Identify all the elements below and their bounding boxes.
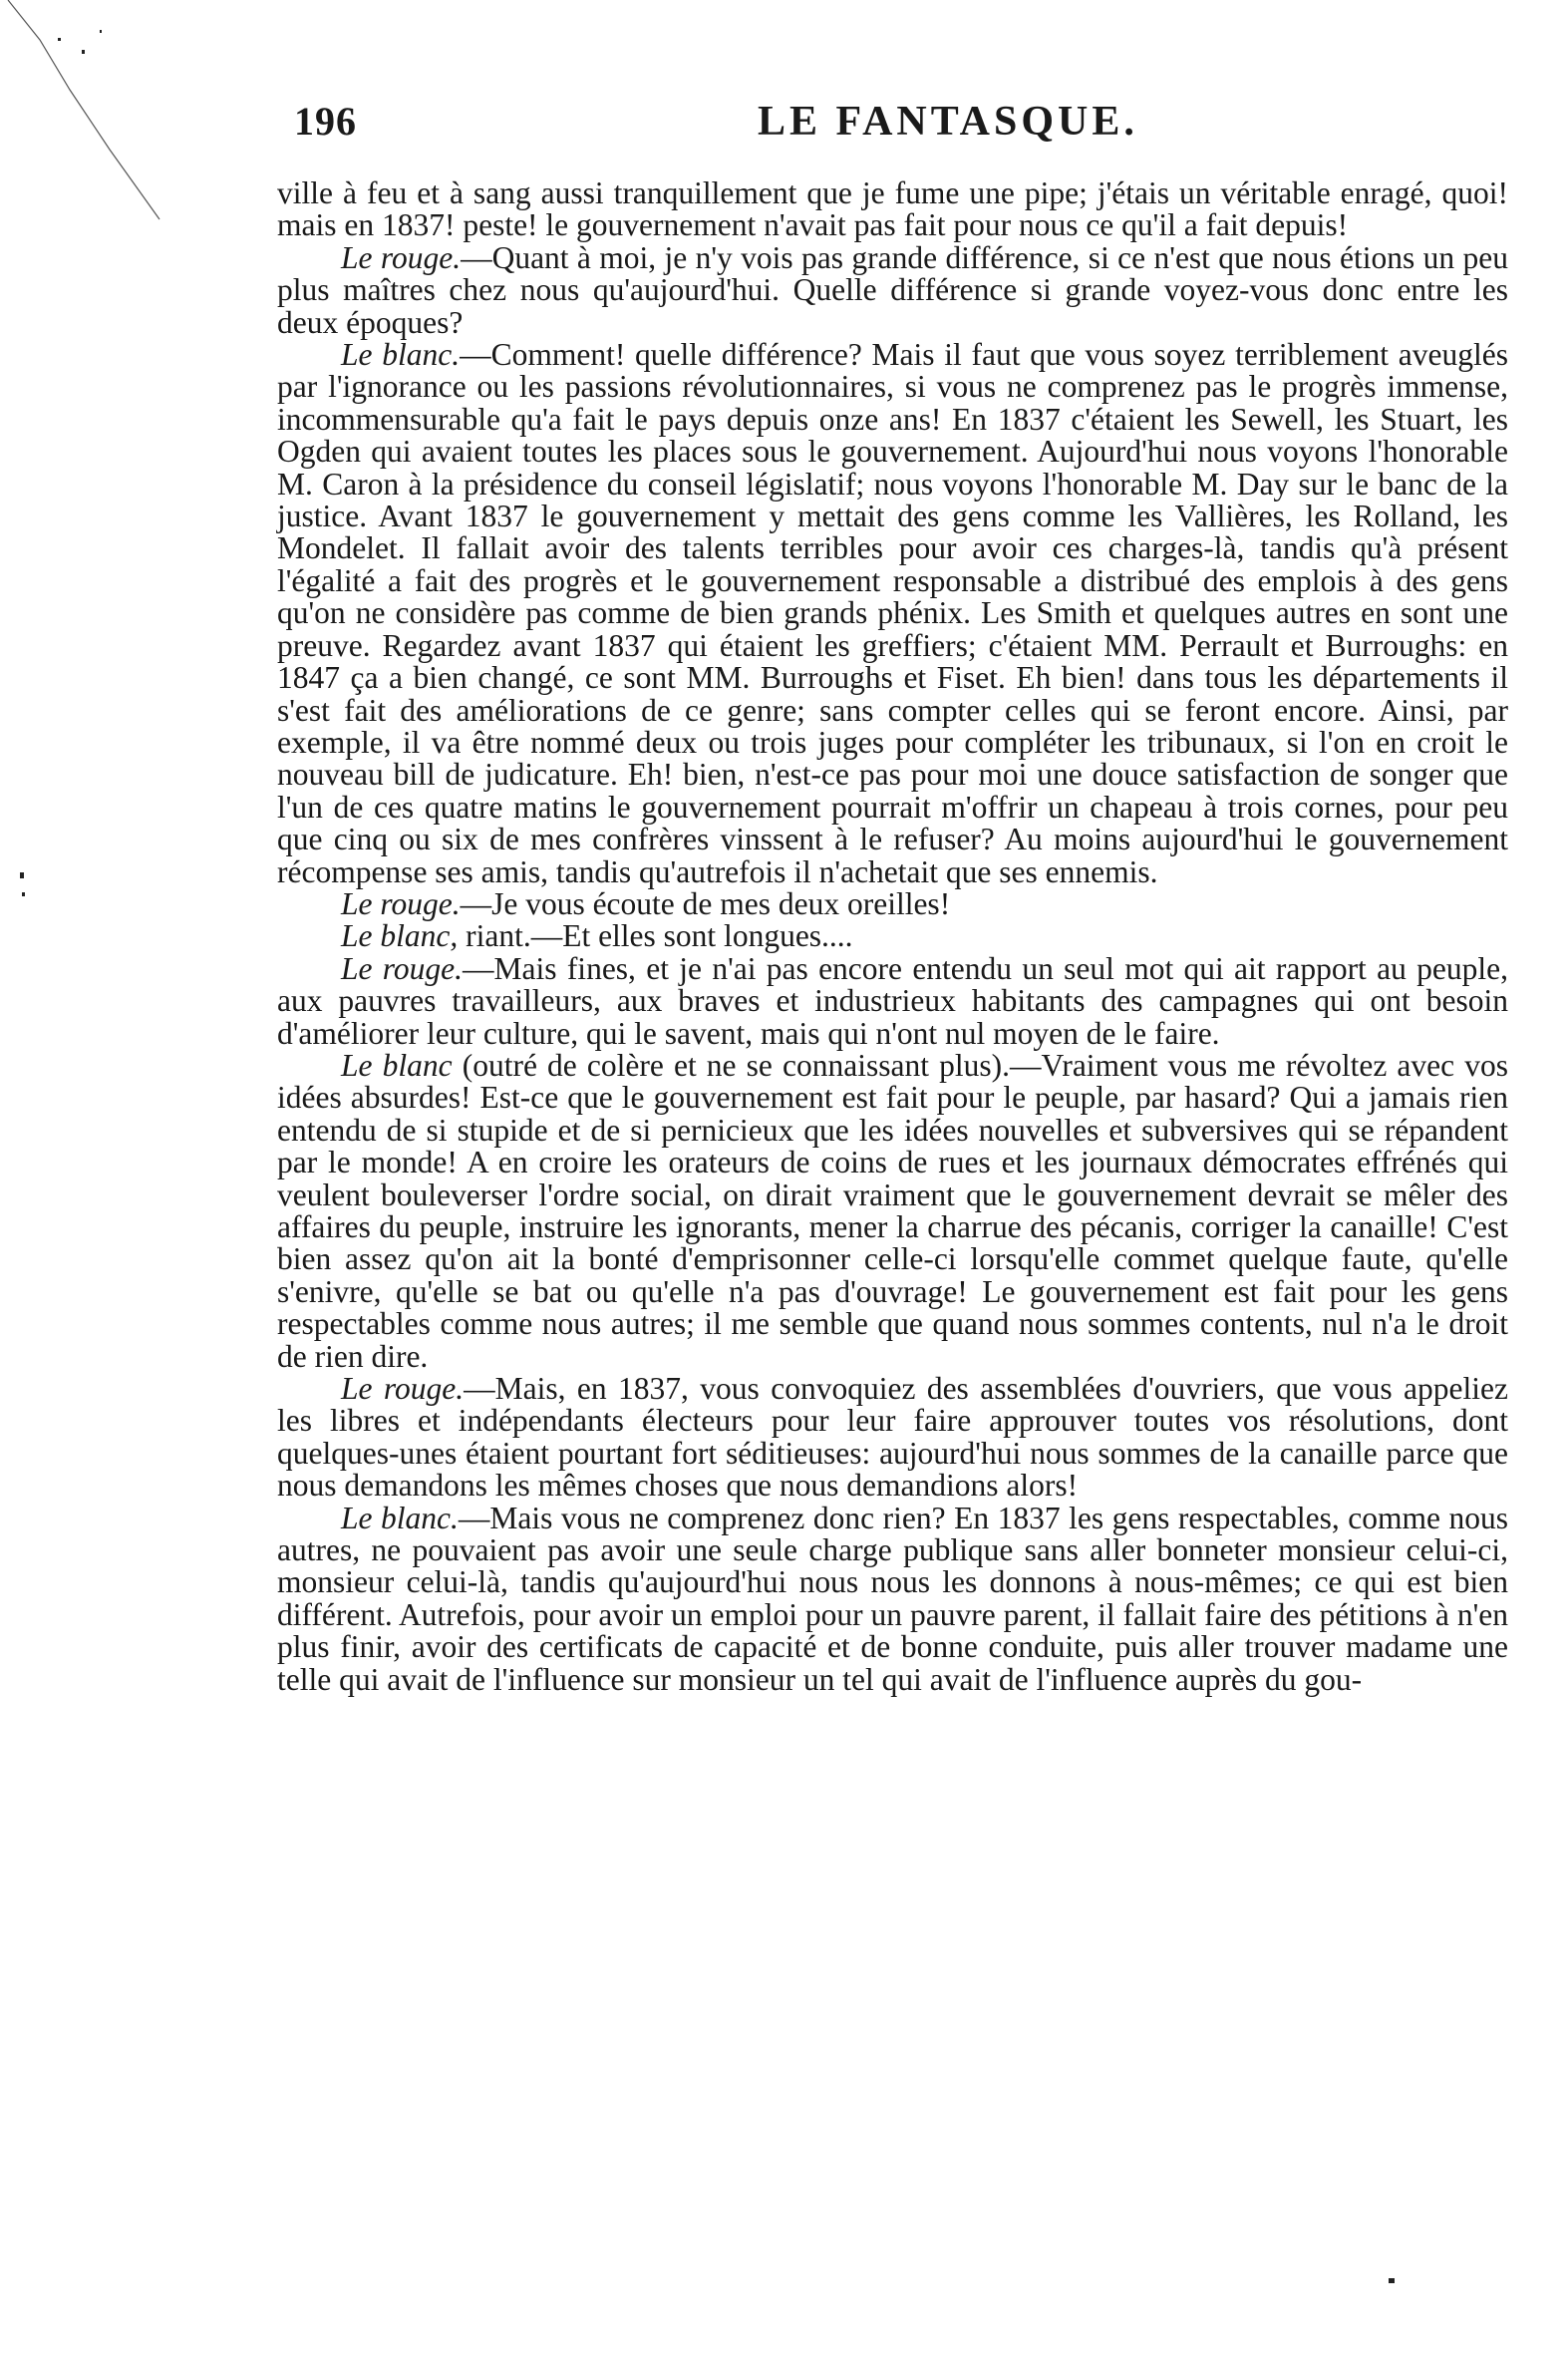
paragraph [277,177,1508,242]
speaker-label: Le blanc [341,1047,453,1083]
paragraph [277,339,1508,888]
paragraph [277,1500,1508,1697]
paragraph-text: riant.—Et elles sont longues.... [458,918,853,954]
paragraph-text: ville à feu et à sang aussi tranquillement que je fume une pipe; j'étais un véritable enragé, quoi! mais en 1837! peste! le gouvernement n'avait pas fait pour nous ce qu'il a fait depuis! [277,175,1508,243]
scan-speck [22,892,25,896]
speaker-label: Le blanc. [341,1500,459,1535]
page-number: 196 [294,99,357,144]
speaker-label: Le blanc, [341,918,459,954]
paragraph-text: —Mais, en 1837, vous convoquiez des assemblées d'ouvriers, que vous appeliez les libres et indépendants électeurs pour leur faire approuver toutes vos résolutions, dont quelques-unes étaient pourtant fort séditieuses: aujourd'hui nous sommes de la canaille parce que nous demandons les mêmes choses que nous demandions alors! [277,1371,1508,1504]
scan-edge-line [0,0,179,259]
paragraph [277,885,1508,921]
speaker-label: Le rouge. [341,885,461,921]
running-header [289,98,1535,158]
running-title: LE FANTASQUE. [758,99,1138,145]
speaker-label: Le rouge. [341,1371,465,1407]
scan-speck [1389,2278,1395,2283]
paragraph [277,1047,1508,1374]
paragraph [277,239,1508,340]
scan-speck [20,872,24,878]
paragraph [277,920,1508,952]
paragraph-text: —Mais fines, et je n'ai pas encore entendu un seul mot qui ait rapport au peuple, aux pauvres travailleurs, aux braves et industrieux habitants des campagnes qui ont besoin d'améliorer leur culture, qui le savent, mais qui n'ont nul moyen de le faire. [277,950,1508,1051]
paragraph-text: (outré de colère et ne se connaissant plus).—Vraiment vous me révoltez avec vos idées absurdes! Est-ce que le gouvernement est fait pour le peuple, par hasard? Qui a jamais rien entendu de si stupide et de si pernicieux que les idées nouvelles et subversives qui se répandent par le monde! A en croire les orateurs de coins de rues et les journaux démocrates effrénés qui veulent bouleverser l'ordre social, on dirait vraiment que le gouvernement devrait se mêler des affaires du peuple, instruire les ignorants, mener la charrue des pécanis, corriger la canaille! C'est bien assez qu'on ait la bonté d'emprisonner celle-ci lorsqu'elle commet quelque faute, qu'elle s'enivre, qu'elle se bat ou qu'elle n'a pas d'ouvrage! Le gouvernement est fait pour les gens respectables comme nous autres; il me semble que quand nous sommes contents, nul n'a le droit de rien dire. [277,1047,1508,1374]
speaker-label: Le rouge. [341,950,464,986]
paragraph-text: —Comment! quelle différence? Mais il faut que vous soyez terriblement aveuglés par l'ignorance ou les passions révolutionnaires, si vous ne comprenez pas le progrès immense, incommensurable qu'a fait le pays depuis onze ans! En 1837 c'étaient les Sewell, les Stuart, les Ogden qui avaient toutes les places sous le gouvernement. Aujourd'hui nous voyons l'honorable M. Caron à la présidence du conseil législatif; nous voyons l'honorable M. Day sur le banc de la justice. Avant 1837 le gouvernement y mettait des gens comme les Vallières, les Rolland, les Mondelet. Il fallait avoir des talents terribles pour avoir ces charges-là, tandis qu'à présent l'égalité a fait des progrès et le gouvernement responsable a distribué des emplois à des gens qu'on ne considère pas comme de bien grands phénix. Les Smith et quelques autres en sont une preuve. Regardez avant 1837 qui étaient les greffiers; c'étaient MM. Perrault et Burroughs: en 1847 ça a bien changé, ce sont MM. Burroughs et Fiset. Eh bien! dans tous les départements il s'est fait des améliorations de ce genre; sans compter celles qui se feront encore. Ainsi, par exemple, il va être nommé deux ou trois juges pour compléter les tribunaux, si l'on en croit le nouveau bill de judicature. Eh! bien, n'est-ce pas pour moi une douce satisfaction de songer que l'un de ces quatre matins le gouvernement pourrait m'offrir un chapeau à trois cornes, pour peu que cinq ou six de mes confrères vinssent à le refuser? Au moins aujourd'hui le gouvernement récompense ses amis, tandis qu'autrefois il n'achetait que ses ennemis. [277,337,1508,889]
paragraph-text: —Quant à moi, je n'y vois pas grande différence, si ce n'est que nous étions un peu plus maîtres chez nous qu'aujourd'hui. Quelle différence si grande voyez-vous donc entre les deux époques? [277,239,1508,340]
paragraph-text: —Je vous écoute de mes deux oreilles! [460,885,951,921]
paragraph-text: —Mais vous ne comprenez donc rien? En 1837 les gens respectables, comme nous autres, ne pouvaient pas avoir une seule charge publique sans aller bonneter monsieur celui-ci, monsieur celui-là, tandis qu'aujourd'hui nous nous les donnons à nous-mêmes; ce qui est bien différent. Autrefois, pour avoir un emploi pour un pauvre parent, il fallait faire des pétitions à n'en plus finir, avoir des certificats de capacité et de bonne conduite, puis aller trouver madame une telle qui avait de l'influence sur monsieur un tel qui avait de l'influence auprès du gou- [277,1500,1508,1697]
speaker-label: Le rouge. [341,239,462,275]
speaker-label: Le blanc. [341,337,461,373]
paragraph [277,1373,1508,1503]
paragraph [277,950,1508,1051]
body-text [277,177,1508,1696]
